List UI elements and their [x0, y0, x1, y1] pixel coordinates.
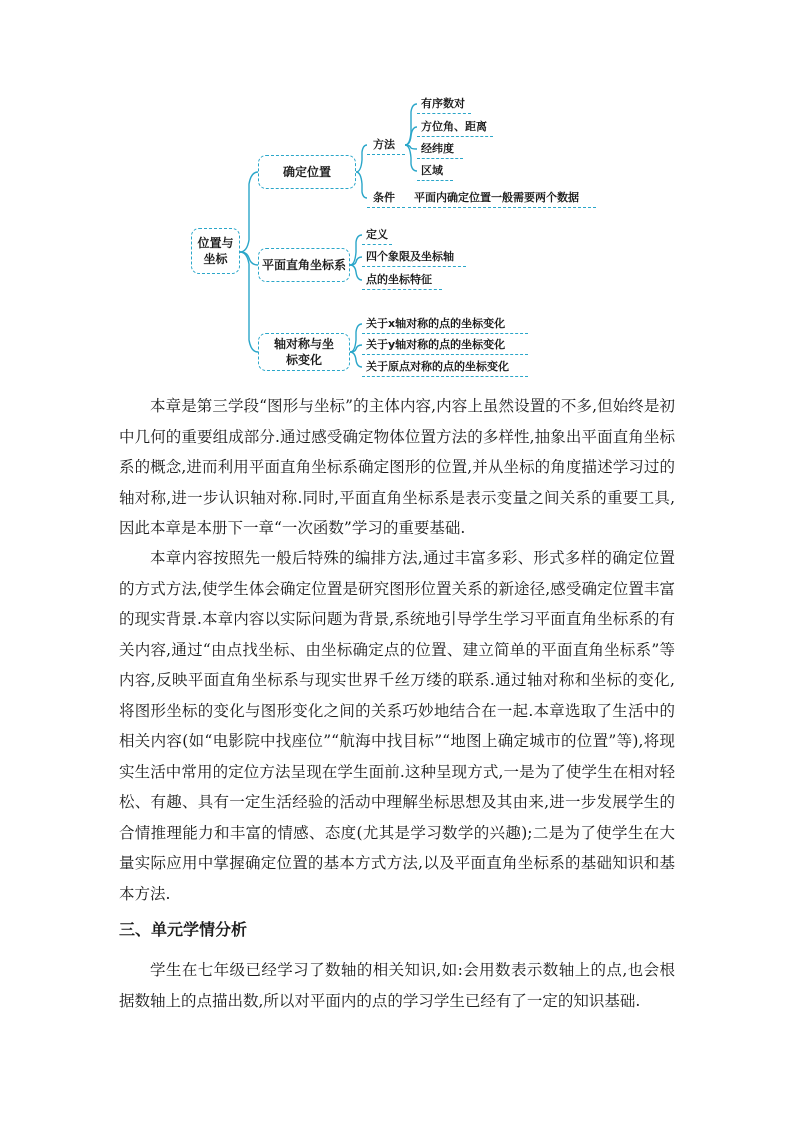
mindmap-branch-2-label: 平面直角坐标系 [261, 258, 346, 272]
knowledge-mindmap [0, 0, 794, 380]
mindmap-method-item-1: 有序数对 [421, 97, 465, 110]
section-heading: 三、单元学情分析 [119, 920, 248, 939]
mindmap-method-item-4-underline [417, 180, 453, 181]
mindmap-coord-item-3: 点的坐标特征 [366, 273, 432, 286]
mindmap-coord-item-1-underline [362, 244, 392, 245]
connector-root-branch1 [240, 172, 258, 252]
mindmap-branch-3-label: 轴对称与坐标变化 [273, 337, 334, 367]
mindmap-symmetry-item-3-underline [362, 376, 528, 377]
mindmap-branch-3 [258, 333, 350, 371]
paragraph-student-analysis: 学生在七年级已经学习了数轴的相关知识,如:会用数表示数轴上的点,也会根据数轴上的点描出数,所以对平面内的点的学习学生已经有了一定的知识基础. [119, 961, 675, 1010]
connector-branch1-condition [356, 172, 367, 198]
mindmap-method-label: 方法 [373, 138, 395, 151]
mindmap-symmetry-item-3: 关于原点对称的点的坐标变化 [366, 360, 509, 373]
connector-root-branch3 [240, 252, 258, 352]
mindmap-condition-label: 条件 [373, 191, 395, 204]
mindmap-branch-1-label: 确定位置 [282, 165, 331, 179]
mindmap-method-item-2: 方位角、距离 [421, 120, 487, 133]
mindmap-branch-1 [258, 155, 356, 189]
mindmap-symmetry-item-2: 关于y轴对称的点的坐标变化 [366, 338, 506, 351]
mindmap-coord-item-1: 定义 [366, 228, 388, 241]
mindmap-symmetry-item-2-underline [362, 354, 528, 355]
mindmap-method-item-3: 经纬度 [421, 142, 454, 155]
mindmap-branch-2 [258, 248, 350, 282]
paragraph-content-arrangement: 本章内容按照先一般后特殊的编排方法,通过丰富多彩、形式多样的确定位置的方式方法,使学生体会确定位置是研究图形位置关系的新途径,感受确定位置丰富的现实背景.本章内容以实际问题为背景,系统地引导学生学习平面直角坐标系的有关内容,通过“由点找坐标、由坐标确定点的位置、建立简单的平面直角坐标系”等内容,反映平面直角坐标系与现实世界千丝万缕的联系.通过轴对称和坐标的变化,将图形坐标的变化与图形变化之间的关系巧妙地结合在一起.本章选取了生活中的相关内容(如“电影院中找座位”“航海中找目标”“地图上确定城市的位置”等),将现实生活中常用的定位方法呈现在学生面前.这种呈现方式,一是为了使学生在相对轻松、有趣、具有一定生活经验的活动中理解坐标思想及其由来,进一步发展学生的合情推理能力和丰富的情感、态度(尤其是学习数学的兴趣);二是为了使学生在大量实际应用中掌握确定位置的基本方式方法,以及平面直角坐标系的基础知识和基本方法. [119, 549, 675, 903]
paragraph-chapter-overview: 本章是第三学段“图形与坐标”的主体内容,内容上虽然设置的不多,但始终是初中几何的重要组成部分.通过感受确定物体位置方法的多样性,抽象出平面直角坐标系的概念,进而利用平面直角坐标系确定图形的位置,并从坐标的角度描述学习过的轴对称,进一步认识轴对称.同时,平面直角坐标系是表示变量之间关系的重要工具,因此本章是本册下一章“一次函数”学习的重要基础. [119, 397, 675, 537]
mindmap-method-item-4: 区域 [421, 164, 443, 177]
mindmap-symmetry-item-1: 关于x轴对称的点的坐标变化 [366, 317, 506, 330]
mindmap-method-item-2-underline [417, 136, 493, 137]
mindmap-method-underline [367, 154, 405, 155]
mindmap-coord-item-2-underline [362, 266, 466, 267]
mindmap-condition-item: 平面内确定位置一般需要两个数据 [414, 191, 579, 204]
mindmap-symmetry-item-1-underline [362, 333, 528, 334]
connector-branch2-item3 [350, 265, 362, 280]
connector-branch3-item3 [350, 352, 362, 367]
mindmap-condition-underline [367, 207, 405, 208]
mindmap-coord-item-2: 四个象限及坐标轴 [366, 250, 454, 263]
mindmap-coord-item-3-underline [362, 289, 442, 290]
mindmap-method-item-1-underline [417, 113, 471, 114]
mindmap-method-item-3-underline [417, 158, 463, 159]
mindmap-root-node [191, 228, 240, 274]
connector-branch1-method [356, 145, 367, 172]
mindmap-condition-item-underline [408, 207, 596, 208]
mindmap-root-label: 位置与坐标 [197, 236, 234, 266]
